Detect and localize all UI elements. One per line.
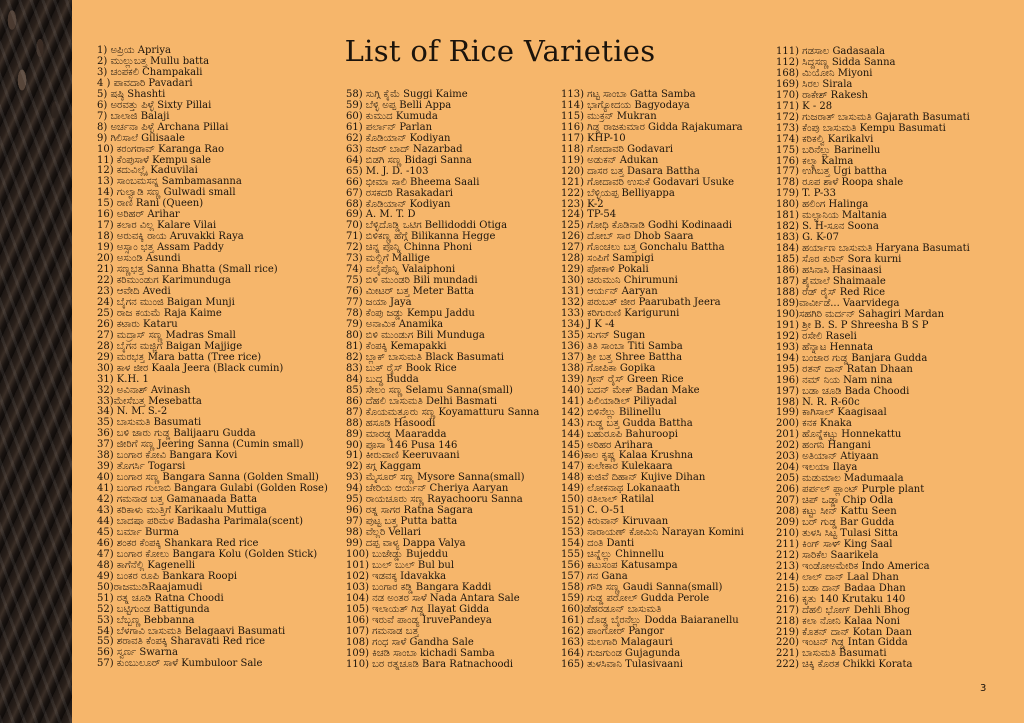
variety-item: 57) ಕುಂಬುಲೂರ್ ಸಾಳೆ Kumbuloor Sale — [97, 658, 263, 670]
variety-item: 79) ಅನಾಮಿಕ Anamika — [346, 319, 444, 331]
variety-item: 62) ಕೊಡಿಯಾನ್ Kodiyan — [346, 132, 451, 144]
variety-item: 53) ಬೆಬ್ಬಣ್ಣ Bebbanna — [97, 614, 195, 626]
variety-item: 25) ರಾಜ ಕಯಮೆ Raja Kaime — [97, 307, 222, 319]
variety-item: 48) ಕಾಗೆನೆಲ್ಲಿ Kagenelli — [97, 559, 196, 571]
variety-item: 148) ಕುಜಿವೆ ದಿಹಾನ್ Kujive Dihan — [561, 472, 706, 484]
variety-item: 23) ಆವೇದಿ Avedi — [97, 285, 171, 297]
variety-item: 45) ಬರ್ಮಾ Burma — [97, 526, 179, 538]
variety-item: 129) ಪೋಕಾಳಿ Pokali — [561, 264, 649, 276]
variety-item: 120) ದಾಸರ ಬತ್ತ Dasara Battha — [561, 165, 700, 177]
variety-item: 139) ಗ್ರೀನ್ ರೈಸ್ Green Rice — [561, 373, 684, 385]
variety-item: 145) ಅರಿಹರ Arihara — [561, 439, 653, 451]
variety-column-2 — [346, 90, 539, 671]
variety-item: 86) ದೆಹಲಿ ಬಾಸುಮತಿ Delhi Basmati — [346, 395, 498, 407]
variety-item: 89) ಮಾರಡ್ಡ Maaradda — [346, 428, 447, 440]
variety-item: 82) ಬ್ಲಾಕ್ ಬಾಸುಮತಿ Black Basumati — [346, 351, 505, 363]
variety-item: 106) ಇರುವೆ ಪಾಂಡ್ಯ IruvePandeya — [346, 614, 492, 626]
variety-item: 74) ವಲೈಪೊನ್ನಿ Valaiphoni — [346, 264, 456, 276]
variety-item: 38) ಬಂಗಾರ ಕೋವಿ Bangara Kovi — [97, 450, 238, 462]
variety-item: 87) ಕೊಯಮತ್ತೂರು ಸಣ್ಣ Koyamatturu Sanna — [346, 406, 540, 418]
variety-item: 33)ಮೇಸೆಬತ್ತ Mesebatta — [97, 395, 202, 407]
variety-item: 68) ಕೊಡಿಯಾನ್ Kodiyan — [346, 198, 451, 210]
page-number: 3 — [980, 683, 987, 694]
variety-item: 105) ಇಲಾಯತ್ ಗಿಡ್ಡ Ilayat Gidda — [346, 603, 490, 615]
variety-item: 219) ಕೊತನ್ ದಾನ್ Kotan Daan — [776, 626, 912, 638]
variety-item: 138) ಗೋಪಿಕಾ Gopika — [561, 362, 656, 374]
variety-item: 149) ಲೋಕನಾಥ Lokanaath — [561, 483, 681, 495]
variety-item: 34) N. M. S.-2 — [97, 406, 168, 418]
variety-item: 76) ಮೀಟರ್ ಬತ್ತ Meter Batta — [346, 286, 474, 298]
variety-item: 75) ಬಿಳಿ ಮುಂಡರಿ Bili mundadi — [346, 275, 478, 287]
variety-item: 222) ಚಿಕ್ಕಿ ಕೊರತ Chikki Korata — [776, 659, 913, 671]
variety-item: 163) ಮಲಗಾರಿ Malagauri — [561, 636, 673, 648]
variety-item: 116) ಗಿಡ್ಡ ರಾಜಕುಮಾರ Gidda Rajakumara — [561, 121, 743, 133]
variety-item: 144) ಬಹುರೂಪಿ Bahuroopi — [561, 428, 678, 440]
variety-item: 81) ಕೆಂಪಕ್ಕಿ Kemapakki — [346, 340, 447, 352]
variety-item: 160)ಡೆಹರಡೂನ್ ಬಾಸುಮತಿ — [561, 603, 662, 615]
variety-item: 70) ಬೆಳ್ಳಿದೊಡ್ಡಿ ಒಟಿಗ Bellidoddi Otiga — [346, 220, 508, 232]
variety-item: 77) ಜಯಾ Jaya — [346, 297, 412, 309]
variety-item: 21) ಸಣ್ಣಭತ್ತ Sanna Bhatta (Small rice) — [97, 264, 278, 276]
variety-item: 172) ಗುಜರಾತ್ ಬಾಸುಮತಿ Gajarath Basumati — [776, 111, 970, 123]
variety-item: 183) G. K-07 — [776, 232, 840, 244]
variety-item: 85) ಸೇಲಂ ಸಣ್ಣ Selamu Sanna(small) — [346, 384, 513, 396]
variety-item: 135) ಸುಗನ್ Sugan — [561, 329, 646, 341]
variety-item: 80) ಬಿಳಿ ಮುಂಡುಗ Bili Munduga — [346, 329, 485, 341]
variety-item: 161) ದೊಡ್ಡ ಬೈರನೆಲ್ಲು Dodda Baiaranellu — [561, 614, 739, 626]
variety-item: 194) ಬಂಜಾರ ಗುಡ್ಡ Banjara Gudda — [776, 352, 928, 364]
variety-item: 31) K.H. 1 — [97, 373, 149, 385]
variety-item: 84) ಬುದ್ಧ Budda — [346, 373, 419, 385]
variety-item: 102) ಇಡವಕ್ಕ Idavakka — [346, 570, 447, 582]
variety-item: 159) ಗುಡ್ಡ ಪರೋಲ್ Gudda Perole — [561, 592, 710, 604]
variety-item: 51) ರತ್ನ ಚೂಡಿ Ratna Choodi — [97, 592, 224, 604]
variety-item: 212) ಸಾರಿಕೆಲ Saarikela — [776, 549, 879, 561]
variety-item: 110) ಬರ ರತ್ನಚೂಡಿ Bara Ratnachoodi — [346, 658, 514, 670]
variety-item: 192) ರಸೇಲಿ Raseli — [776, 330, 857, 342]
variety-item: 206) ಪರ್ಪಲ್ ಪ್ಲಾಂಟ್ Purple plant — [776, 484, 925, 496]
variety-item: 12) ಕದುವಿಲ್ಲೈ Kaduvilai — [97, 165, 198, 177]
variety-item: 124) TP-54 — [561, 209, 617, 221]
variety-item: 55) ಶರಾವತಿ ಕೆಂಪಕ್ಕಿ Sharavati Red rice — [97, 636, 266, 648]
variety-item: 93) ಮೈಸೂರ್ ಸಣ್ಣ Mysore Sanna(small) — [346, 472, 525, 484]
variety-item: 179) T. P-33 — [776, 188, 837, 200]
variety-item: 119) ಅಡುಕನ್ Adukan — [561, 154, 659, 166]
variety-item: 18) ಅರುವಕ್ಕಿ ರಾಯ Aruvakki Raya — [97, 231, 244, 243]
variety-item: 46) ಶಂಕರ ಕೆಂಪಕ್ಕಿ Shankara Red rice — [97, 537, 259, 549]
variety-item: 58) ಸುಗ್ಗಿ ಕೈಮೆ Suggi Kaime — [346, 89, 468, 100]
variety-item: 26) ಕಟಾರು Kataru — [97, 318, 178, 330]
variety-item: 202) ಹಂಗನಿ Hangani — [776, 440, 871, 452]
variety-item: 184) ಹರ್ಯಾಣ ಬಾಸುಮತಿ Haryana Basumati — [776, 243, 970, 255]
variety-item: 22) ಕರಿಮುಂಡುಗ Karimunduga — [97, 275, 231, 287]
variety-item: 214) ಲಾಲ್ ದಾನ್ Laal Dhan — [776, 571, 899, 583]
variety-item: 2) ಮುಲ್ಲುಬತ್ತ Mullu batta — [97, 55, 210, 67]
variety-item: 96) ರತ್ನ ಸಾಗರ Ratna Sagara — [346, 505, 473, 517]
variety-item: 147) ಕುಲೇಕಾರ Kulekaara — [561, 461, 673, 473]
variety-item: 11) ಕೆಂಪುಸಾಳೆ Kempu sale — [97, 154, 211, 166]
variety-column-4 — [776, 47, 970, 671]
variety-item: 186) ಹಸಿನಾಸಿ Hasinaasi — [776, 265, 882, 277]
variety-item: 216) ಕೃತು 140 Krutaku 140 — [776, 593, 906, 605]
variety-item: 181) ಮಲ್ಟಾನಿಯ Maltania — [776, 210, 887, 222]
variety-item: 63) ನಜರ್ ಬಾದ್ Nazarbad — [346, 143, 463, 155]
variety-item: 195) ರತನ್ ದಾನ್ Ratan Dhaan — [776, 363, 913, 375]
variety-item: 146)ಕಾಲ ಕೃಷ್ಣ Kalaa Krushna — [561, 450, 694, 462]
variety-item: 49) ಬಂಕರ ರೂಪಿ Bankara Roopi — [97, 570, 238, 582]
variety-item: 108) ಗಂಧ ಸಾಳೆ Gandha Sale — [346, 636, 474, 648]
variety-item: 189)ವಾರ್ವೀಡೆ... Vaarvidega — [776, 297, 900, 309]
variety-item: 152) ಕಿರುವಾನ್ Kiruvaan — [561, 516, 669, 528]
variety-item: 100) ಬುಜೇಡ್ಡು Bujeddu — [346, 549, 449, 561]
variety-item: 61) ಪರ್ಲಾನ್ Parlan — [346, 121, 433, 133]
variety-column-1 — [97, 46, 328, 670]
variety-item: 128) ಸಂಪಿಗೆ Sampigi — [561, 253, 654, 265]
variety-item: 30) ಕಾಳ ಜೀರ Kaala Jeera (Black cumin) — [97, 362, 284, 374]
variety-item: 168) ಮಿಯೋನಿ Miyoni — [776, 67, 873, 79]
variety-item: 78) ಕೆಂಪು ಜಡ್ಡು Kempu Jaddu — [346, 308, 475, 320]
variety-item: 71) ಬಿಳಿಕಣ್ಣ ಹೆಗ್ಗೆ Bilikanna Hegge — [346, 231, 496, 243]
variety-item: 197) ಬಡಾ ಚೂಡಿ Bada Choodi — [776, 385, 910, 397]
variety-item: 165) ತುಳಸಿವಾನಿ Tulasivaani — [561, 658, 683, 670]
page-title: List of Rice Varieties — [344, 34, 656, 68]
variety-item: 28) ಬೈಗನ ಮಜ್ಜಿಗೆ Baigan Majjige — [97, 340, 243, 352]
variety-item: 40) ಬಂಗಾರ ಸಣ್ಣ Bangara Sanna (Golden Small) — [97, 472, 319, 484]
variety-item: 221) ಬಾಸುಮತಿ Basumati — [776, 648, 887, 660]
variety-item: 173) ಕೆಂಪು ಬಾಸುಮತಿ Kempu Basumati — [776, 122, 946, 134]
variety-item: 9) ಗಿಲಿಸಾಲೆ Gilisaale — [97, 132, 185, 144]
variety-item: 118) ಗೋದಾವರಿ Godavari — [561, 143, 674, 155]
variety-item: 64) ಬಿಡಗಿ ಸಣ್ಣ Bidagi Sanna — [346, 154, 472, 166]
variety-item: 36) ಬಳಿ ಜಾರು ಗುಡ್ಡ Balijaaru Gudda — [97, 428, 256, 440]
variety-item: 32) ಅವಿನಾಶ್ Avinash — [97, 384, 191, 396]
variety-item: 176) ಕಲ್ಮಾ Kalma — [776, 155, 854, 167]
variety-item: 122) ಬೆಳ್ಳಿಯಪ್ಪ Belliyappa — [561, 187, 675, 199]
variety-item: 201) ಹೊನ್ನೆಕಟ್ಟು Honnekattu — [776, 429, 902, 441]
variety-item: 104) ನಡ ಅಂತರ ಸಾಳೆ Nada Antara Sale — [346, 592, 520, 604]
variety-item: 56) ಸ್ವರ್ಣ Swarna — [97, 647, 178, 659]
variety-item: 54) ಬೆಳಗಾವಿ ಬಾಸುಮತಿ Belagaavi Basumati — [97, 625, 286, 637]
variety-item: 208) ಕಟ್ಟು ಸೀನ್ Kattu Seen — [776, 506, 897, 518]
variety-item: 155) ಚಿನ್ನೆಲ್ಲು Chinnellu — [561, 549, 665, 561]
variety-item: 174) ಕರಿಕಲ್ವಿ Karikalvi — [776, 133, 874, 145]
variety-item: 47) ಬಂಗಾರ ಕೋಲು Bangara Kolu (Golden Stick) — [97, 548, 318, 560]
variety-item: 178) ರೂಪ ಶಾಳೆ Roopa shale — [776, 177, 904, 189]
variety-item: 98) ವೆಲ್ಲರಿ Vellari — [346, 527, 421, 539]
variety-item: 8) ಅರ್ಚನಾ ಪಿಳ್ಳೆ Archana Pillai — [97, 121, 229, 133]
variety-item: 111) ಗಡಸಾಲ Gadasaala — [776, 46, 885, 57]
variety-item: 158) ಗೌಡಿ ಸಣ್ಣ Gaudi Sanna(small) — [561, 581, 723, 593]
variety-item: 20) ಅಸುಂಡಿ Asundi — [97, 253, 181, 265]
variety-item: 188) ರೆಡ್ ರೈಸ್ Red Rice — [776, 286, 886, 298]
variety-item: 69) A. M. T. D — [346, 209, 416, 221]
variety-item: 132) ಪರುಬತ್ ಜೀರ Paarubath Jeera — [561, 297, 721, 309]
variety-item: 95) ರಾಯಚೂರು ಸಣ್ಣ Rayachooru Sanna — [346, 494, 523, 506]
variety-item: 114) ಭಾಗ್ಯೋದಯ Bagyodaya — [561, 99, 690, 111]
variety-item: 90) ಪೂಸಾ 146 Pusa 146 — [346, 439, 458, 451]
variety-item: 113) ಗಟ್ಟ ಸಾಂಬಾ Gatta Samba — [561, 89, 696, 100]
variety-item: 52) ಬಟ್ಟಿಗುಂಡ Battigunda — [97, 603, 210, 615]
variety-item: 3) ಚಂಪಕಲಿ Champakali — [97, 66, 203, 78]
variety-item: 50)ರಾಜಮುಡಿRaajamudi — [97, 581, 203, 593]
variety-item: 187) ಶೈಮಾಲೆ Shaimaale — [776, 276, 886, 288]
variety-item: 123) K-2 — [561, 198, 604, 210]
variety-item: 154) ದಂತಿ Danti — [561, 538, 635, 550]
variety-item: 107) ಗಮನಾಡ ಬತ್ತ — [346, 625, 419, 637]
variety-item: 205) ಮಡುಮಾಲ Madumaala — [776, 473, 904, 485]
variety-item: 19) ಅಸ್ಸಾಂ ಭತ್ತ Assam Paddy — [97, 242, 224, 254]
variety-item: 220) ಇಂಟನ್ ಗಿಡ್ಡ Intan Gidda — [776, 637, 908, 649]
variety-item: 207) ಚಿಪ್ ಒಡ್ಡಾ Chip Odla — [776, 495, 894, 507]
variety-item: 151) C. O-51 — [561, 505, 626, 517]
variety-item: 142) ಬಿಳಿನೆಲ್ಲು Bilinellu — [561, 406, 662, 418]
variety-item: 136) ತಿತಿ ಸಾಂಬಾ Titi Samba — [561, 340, 683, 352]
variety-item: 66) ಭೀಮಾ ಸಾಲಿ Bheema Saali — [346, 176, 480, 188]
variety-item: 193) ಹೆನ್ನಾಟ Hennata — [776, 341, 874, 353]
variety-item: 182) S. H-ಸೂನ Soona — [776, 221, 879, 233]
variety-item: 99) ದಪ್ಪ ವಾಳ್ಯ Dappa Valya — [346, 538, 466, 550]
variety-item: 17) ಕಲಾರ ವಿಲ್ಲ Kalare Vilai — [97, 220, 217, 232]
variety-item: 60) ಕುಮುದ Kumuda — [346, 110, 438, 122]
variety-item: 180) ಹಲಿಂಗ Halinga — [776, 199, 869, 211]
variety-item: 13) ಸಾಂಬಮಸನ್ನ Sambamasanna — [97, 176, 242, 188]
variety-item: 140) ಬದನ್ ಮೇಕ್ Badan Make — [561, 384, 700, 396]
variety-item: 204) ಇಲಯಾ Ilaya — [776, 462, 858, 474]
variety-item: 72) ಚಿನ್ನ ಪೊನ್ನಿ Chinna Phoni — [346, 242, 473, 254]
variety-item: 16) ಅರಿಹರ್ Arihar — [97, 209, 180, 221]
variety-item: 35) ಬಾಸುಮತಿ Basumati — [97, 417, 202, 429]
variety-item: 65) M. J. D. -103 — [346, 165, 429, 177]
variety-item: 41) ಬಂಗಾರ ಗುಲಾಬಿ Bangara Gulabi (Golden Rose) — [97, 483, 328, 495]
variety-item: 121) ಗೋದಾವರಿ ಉಸುಕೆ Godavari Usuke — [561, 176, 735, 188]
variety-item: 91) ಕೀರುವಾಣಿ Keeruvaani — [346, 450, 460, 462]
variety-item: 112) ಸಿದ್ದಸಣ್ಣ Sidda Sanna — [776, 56, 896, 68]
variety-item: 177) ಉಗಿಬತ್ತ Ugi battha — [776, 166, 888, 178]
variety-item: 7) ಬಾಲಾಜಿ Balaji — [97, 110, 170, 122]
variety-item: 131) ಆರ್ಯನ್ Aaryan — [561, 286, 658, 298]
variety-item: 209) ಬರ್ ಗುಡ್ಡ Bar Gudda — [776, 516, 895, 528]
variety-item: 24) ಬೈಗನ ಮುಂಜಿ Baigan Munji — [97, 296, 235, 308]
variety-item: 43) ಕರಿಕಾಳು ಮುತ್ತಿಗೆ Karikaalu Muttiga — [97, 505, 267, 517]
variety-item: 5) ಷಷ್ಠಿ Shashti — [97, 88, 166, 100]
variety-item: 67) ರಸಕದರಿ Rasakadari — [346, 187, 454, 199]
variety-item: 1) ಅಪ್ರಿಯ Apriya — [97, 45, 171, 56]
variety-item: 15) ರಾಣಿ Rani (Queen) — [97, 198, 204, 210]
variety-item: 134) J K -4 — [561, 319, 615, 331]
variety-item: 170) ರಾಕೇಶ್ Rakesh — [776, 89, 868, 101]
variety-item: 213) ಇಂಡೋಅಮೇರಿಕ Indo America — [776, 560, 930, 572]
variety-item: 143) ಗುಡ್ಡ ಬತ್ತ Gudda Battha — [561, 417, 693, 429]
variety-item: 92) ಕಗ್ಗ Kaggam — [346, 461, 422, 473]
variety-item: 164) ಗುಜಗುಂಡ Gujagunda — [561, 647, 681, 659]
variety-item: 10) ಕರಂಗರಾವ್ Karanga Rao — [97, 143, 224, 155]
variety-item: 185) ಸೊರ ಕುರಿನ್ Sora kurni — [776, 254, 902, 266]
variety-item: 126) ದೋಬ್ ಸಾರ Dhob Saara — [561, 231, 694, 243]
variety-item: 109) ಕಿಚಡಿ ಸಾಂಬಾ kichadi Samba — [346, 647, 495, 659]
variety-item: 29) ಮರಭತ್ತ Mara batta (Tree rice) — [97, 351, 262, 363]
variety-item: 141) ಪಿಲಿಯಾಡಿಲ್ Piliyadal — [561, 395, 677, 407]
variety-item: 157) ಗನ Gana — [561, 570, 628, 582]
variety-item: 175) ಬರಿನೆಲ್ಲು Barinellu — [776, 144, 881, 156]
variety-item: 127) ಗೊಂಚಲು ಬತ್ತ Gonchalu Battha — [561, 242, 725, 254]
variety-item: 210) ತುಳಸಿ ಸಿಟ್ಟ Tulasi Sitta — [776, 527, 899, 539]
variety-item: 97) ಪುಟ್ಟ ಬತ್ತ Putta batta — [346, 516, 458, 528]
variety-item: 133) ಕರಿಗುರುಣಿ Kariguruni — [561, 308, 680, 320]
variety-item: 190)ಸಹಗಿರಿ ಮರ್ದನ್ Sahagiri Mardan — [776, 308, 945, 320]
variety-item: 125) ಗೋಧಿ ಕೊಡಿನಾಡಿ Godhi Kodinaadi — [561, 220, 733, 232]
variety-item: 200) ಕನಕ Knaka — [776, 418, 852, 430]
variety-item: 4 ) ಪಾವದಾರಿ Pavadari — [97, 77, 193, 89]
variety-item: 59) ಬೆಳ್ಳಿ ಅಪ್ಪ Belli Appa — [346, 99, 452, 111]
variety-item: 203) ಅತಿಯಾನ್ Atiyaan — [776, 451, 879, 463]
variety-item: 191) ಶ್ರೀ B. S. P Shreesha B S P — [776, 319, 929, 331]
variety-item: 150) ರತಿಲಾಲ್ Ratilal — [561, 494, 654, 506]
variety-item: 27) ಮದ್ರಾಸ್ ಸಣ್ಣ Madras Small — [97, 329, 236, 341]
variety-item: 83) ಬುಕ್ ರೈಸ್ Book Rice — [346, 362, 457, 374]
variety-item: 171) K - 28 — [776, 100, 833, 112]
variety-item: 44) ಬಾದಷಾ ಪರಿಮಳ Badasha Parimala(scent) — [97, 515, 304, 527]
variety-item: 137) ಶ್ರೀ ಬತ್ತ Shree Battha — [561, 351, 683, 363]
variety-item: 218) ಕಲಾ ನೋನಿ Kalaa Noni — [776, 615, 900, 627]
variety-item: 153) ನಾರಾಯಣ್ ಕೋಮಿನಿ Narayan Komini — [561, 527, 744, 539]
variety-item: 115) ಮುಕ್ರನ್ Mukran — [561, 110, 657, 122]
variety-item: 130) ಚಿರುಮುನಿ Chirumuni — [561, 275, 678, 287]
variety-item: 101) ಬುಲ್ ಬುಲ್ Bul bul — [346, 559, 455, 571]
variety-item: 117) KHP-10 — [561, 132, 626, 144]
variety-item: 39) ತೊಗರ್ಸಿ Togarsi — [97, 461, 186, 473]
variety-item: 42) ಗಮನಾಡ ಬತ್ತ Gamanaada Batta — [97, 494, 258, 506]
variety-item: 14) ಗುಲ್ವಾಡಿ ಸಣ್ಣ Gulwadi small — [97, 187, 236, 199]
variety-item: 6) ಅರವತ್ತು ಪಿಳ್ಳೆ Sixty Pillai — [97, 99, 212, 111]
variety-item: 211) ಕಿಂಗ್ ಸಾಳ್ King Saal — [776, 538, 893, 550]
variety-item: 162) ಪಾಂಗೋರ್ Pangor — [561, 625, 665, 637]
variety-item: 169) ಸಿರಲ Sirala — [776, 78, 853, 90]
variety-item: 215) ಬಡಾ ದಾನ್ Badaa Dhan — [776, 582, 906, 594]
variety-column-3 — [561, 90, 744, 671]
variety-item: 198) N. R. R-60c — [776, 396, 860, 408]
variety-item: 156) ಕಟುಸಂಪ Katusampa — [561, 559, 678, 571]
variety-item: 37) ಜೀರಿಗೆ ಸಣ್ಣ Jeering Sanna (Cumin small) — [97, 439, 304, 451]
variety-item: 196) ನಮ್ ನಿಯ Nam nina — [776, 374, 893, 386]
variety-item: 199) ಕಾಗಿಸಾಲ್ Kaagisaal — [776, 407, 887, 419]
variety-item: 73) ಮಲ್ಲಿಗೆ Mallige — [346, 253, 430, 265]
variety-item: 88) ಹಸೂಡಿ Hasoodi — [346, 417, 436, 429]
variety-item: 94) ಚೇರಿಯ ಆರ್ಯನ್ Cheriya Aaryan — [346, 483, 509, 495]
variety-item: 103) ಬಂಗಾರ ಕಡ್ಡಿ Bangara Kaddi — [346, 581, 492, 593]
variety-item: 217) ದೆಹಲಿ ಭೋಗ್ Dehli Bhog — [776, 604, 910, 616]
rice-grain-photo — [0, 0, 72, 723]
